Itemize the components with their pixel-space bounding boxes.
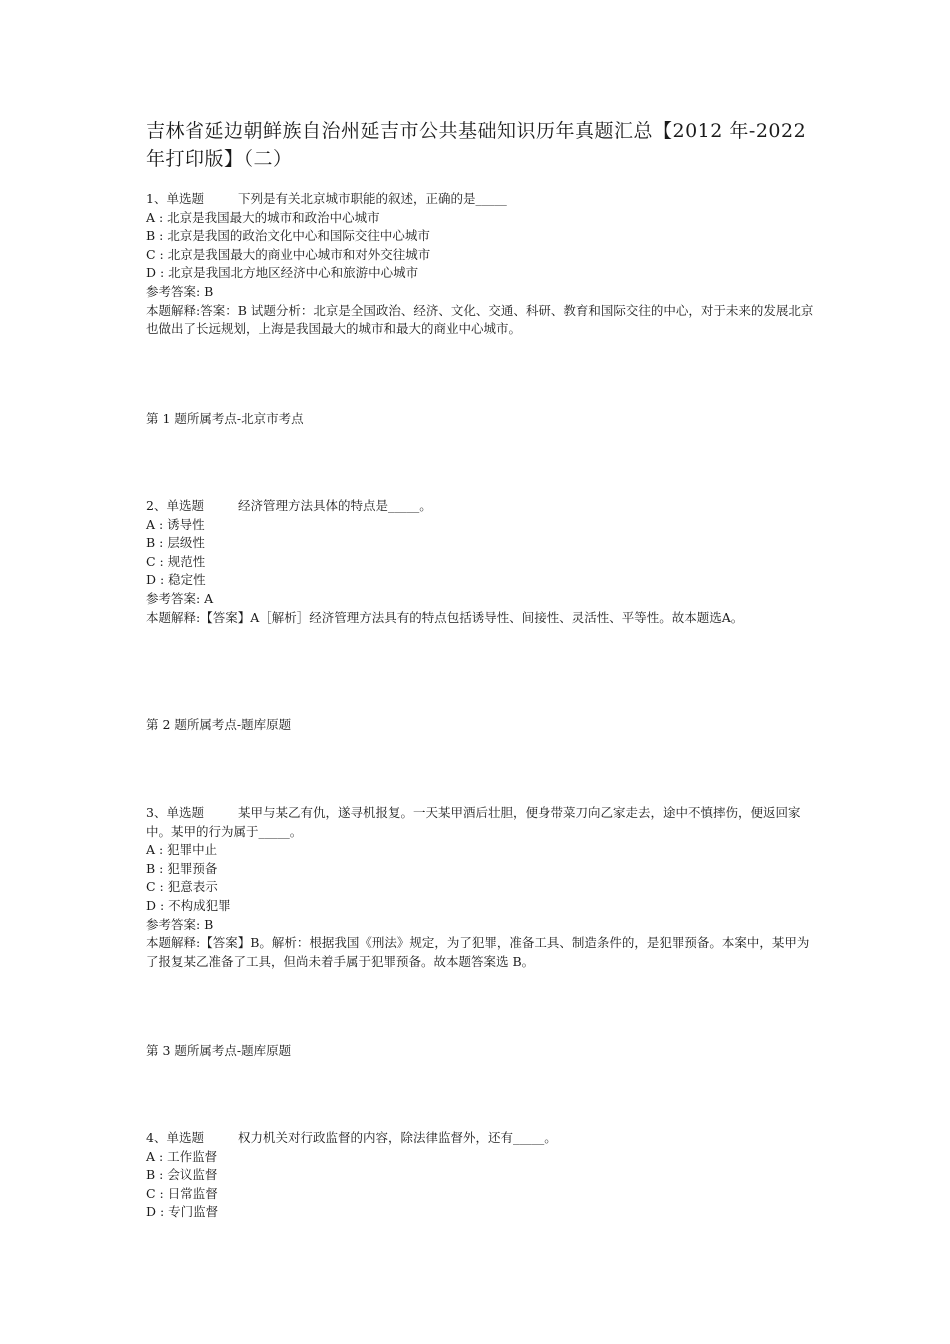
option-a: A : 北京是我国最大的城市和政治中心城市 [146,209,380,225]
option-c: C : 北京是我国最大的商业中心城市和对外交往城市 [146,246,431,262]
reference-answer: 参考答案: B [146,916,214,932]
option-d: D : 专门监督 [146,1204,219,1220]
question-1 [146,190,814,339]
question-type: 1、单选题 [146,191,204,206]
option-b: B : 犯罪预备 [146,860,218,876]
option-c: C : 日常监督 [146,1185,218,1201]
question-stem [146,497,814,516]
option-d: D : 北京是我国北方地区经济中心和旅游中心城市 [146,265,419,281]
question-text: 权力机关对行政监督的内容，除法律监督外，还有_____。 [237,1130,557,1145]
topic-2: 第 2 题所属考点-题库原题 [146,717,292,732]
question-type: 4、单选题 [146,1130,204,1145]
question-4 [146,1129,814,1222]
reference-answer: 参考答案: A [146,590,214,606]
option-a: A : 诱导性 [146,516,205,532]
question-text: 经济管理方法具体的特点是_____。 [237,498,432,513]
topic-1: 第 1 题所属考点-北京市考点 [146,411,304,426]
question-type: 3、单选题 [146,805,204,820]
option-c: C : 犯意表示 [146,879,218,895]
question-2 [146,497,814,627]
option-c: C : 规范性 [146,553,206,569]
topic-3: 第 3 题所属考点-题库原题 [146,1043,292,1058]
option-b: B : 会议监督 [146,1167,218,1183]
question-stem [146,1129,814,1148]
reference-answer: 参考答案: B [146,283,214,299]
option-a: A : 犯罪中止 [146,842,218,858]
explanation: 本题解释:【答案】B。解析：根据我国《刑法》规定，为了犯罪，准备工具、制造条件的，是犯罪预备。本案中，某甲为了报复某乙准备了工具，但尚未着手属于犯罪预备。故本题答案选 B。 [146,935,810,969]
option-d: D : 不构成犯罪 [146,897,231,913]
explanation: 本题解释:【答案】A［解析］经济管理方法具有的特点包括诱导性、间接性、灵活性、平等性。故本题选A。 [146,609,744,625]
option-a: A : 工作监督 [146,1148,218,1164]
question-stem [146,804,814,841]
question-text: 下列是有关北京城市职能的叙述，正确的是_____ [237,191,507,206]
question-text: 某甲与某乙有仇，遂寻机报复。一天某甲酒后壮胆，便身带菜刀向乙家走去，途中不慎摔伤，便返回家中。某甲的行为属于_____。 [146,805,801,839]
option-b: B : 层级性 [146,535,205,551]
option-d: D : 稳定性 [146,572,206,588]
question-3 [146,804,814,971]
document-title: 吉林省延边朝鲜族自治州延吉市公共基础知识历年真题汇总【2012 年-2022 年打印版】（二） [146,120,807,170]
option-b: B : 北京是我国的政治文化中心和国际交往中心城市 [146,228,430,244]
question-type: 2、单选题 [146,498,204,513]
explanation: 本题解释:答案：B 试题分析：北京是全国政治、经济、文化、交通、科研、教育和国际交往的中心，对于未来的发展北京也做出了长远规划，上海是我国最大的城市和最大的商业中心城市。 [146,302,814,337]
question-stem [146,190,814,209]
